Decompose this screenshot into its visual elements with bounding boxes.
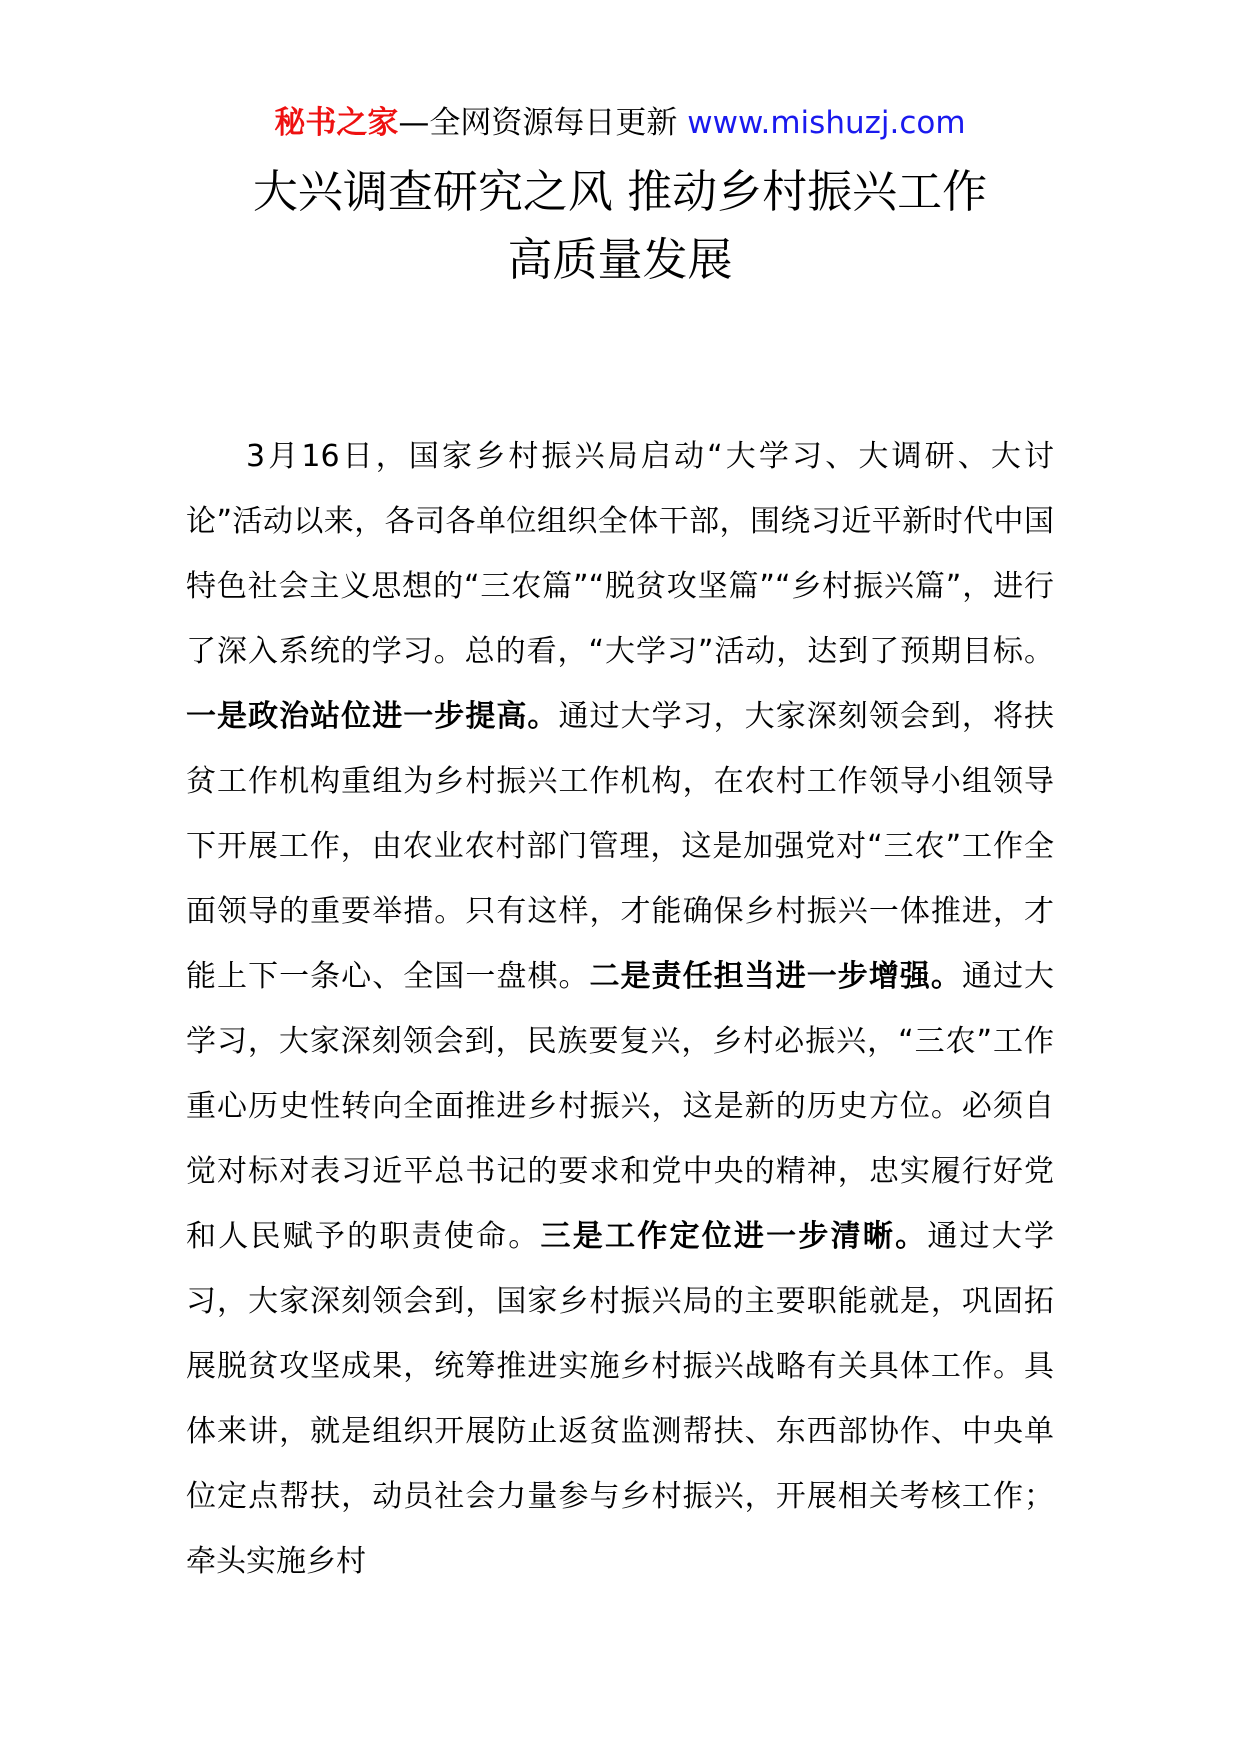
body-paragraph — [186, 424, 1054, 1594]
brand-name: 秘书之家 — [274, 105, 399, 141]
point-1-text: 通过大学习，大家深刻领会到，将扶贫工作机构重组为乡村振兴工作机构，在农村工作领导小组领导下开展工作，由农业农村部门管理，这是加强党对“三农”工作全面领导的重要举措。只有这样，才能确保乡村振兴一体推进，才能上下一条心、全国一盘棋。 — [186, 699, 1055, 994]
document-body — [186, 424, 1054, 1594]
document-title — [0, 158, 1240, 294]
website-link[interactable]: www.mishuzj.com — [687, 105, 966, 141]
title-line-1: 大兴调查研究之风 推动乡村振兴工作 — [252, 165, 988, 218]
title-line-2: 高质量发展 — [507, 233, 733, 286]
point-2-text: 通过大学习，大家深刻领会到，民族要复兴，乡村必振兴，“三农”工作重心历史性转向全面推进乡村振兴，这是新的历史方位。必须自觉对标对表习近平总书记的要求和党中央的精神，忠实履行好党和人民赋予的职责使命。 — [186, 959, 1055, 1254]
paragraph-intro: 3月16日，国家乡村振兴局启动“大学习、大调研、大讨论”活动以来，各司各单位组织全体干部，围绕习近平新时代中国特色社会主义思想的“三农篇”“脱贫攻坚篇”“乡村振兴篇”，进行了深入系统的学习。总的看，“大学习”活动，达到了预期目标。 — [186, 439, 1054, 669]
point-3-heading: 三是工作定位进一步清晰。 — [540, 1219, 928, 1254]
site-header — [0, 101, 1240, 145]
header-tagline: —全网资源每日更新 — [398, 105, 688, 141]
point-1-heading: 一是政治站位进一步提高。 — [186, 699, 559, 734]
point-3-text: 通过大学习，大家深刻领会到，国家乡村振兴局的主要职能就是，巩固拓展脱贫攻坚成果，统筹推进实施乡村振兴战略有关具体工作。具体来讲，就是组织开展防止返贫监测帮扶、东西部协作、中央单位定点帮扶，动员社会力量参与乡村振兴，开展相关考核工作；牵头实施乡村 — [186, 1219, 1055, 1579]
point-2-heading: 二是责任担当进一步增强。 — [589, 959, 962, 994]
